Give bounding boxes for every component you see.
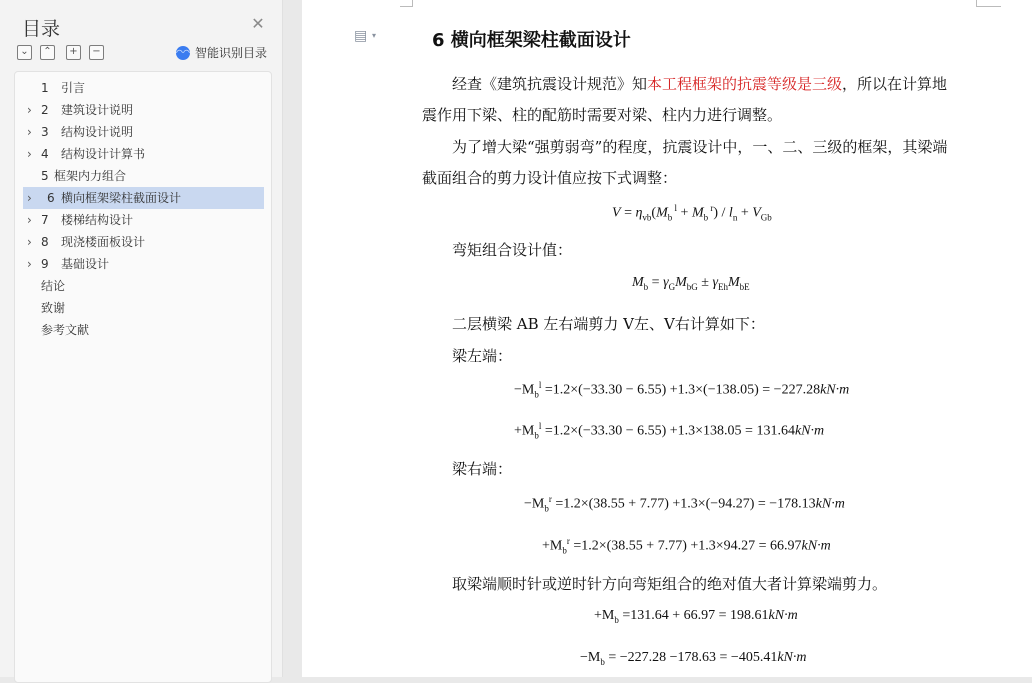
formula-sum-pos: $+M_b =131.64 + 66.97 = 198.61kN\cdot m$ [594, 608, 798, 625]
add-heading-icon[interactable]: + [66, 45, 81, 60]
close-icon[interactable]: ✕ [251, 14, 265, 33]
chevron-right-icon[interactable]: › [27, 257, 32, 271]
page-margin-mark [976, 0, 1001, 7]
chevron-right-icon[interactable]: › [27, 125, 32, 139]
section-heading: 6 横向框架梁柱截面设计 [432, 30, 631, 51]
smart-toc-label: 智能识别目录 [195, 46, 268, 60]
chevron-right-icon[interactable]: › [27, 103, 32, 117]
toc-item-7[interactable] [23, 209, 264, 231]
chevron-right-icon[interactable]: › [27, 213, 32, 227]
toc-item-number: 3 [41, 125, 49, 139]
toc-item-label: 参考文献 [41, 323, 90, 337]
toc-item-label: 建筑设计说明 [61, 103, 134, 117]
formula-value: =1.2×(38.55 + 7.77) +1.3×(−94.27) = −178.13 [551, 496, 816, 512]
toc-item-1[interactable] [23, 77, 264, 99]
paragraph-5: 梁左端： [452, 347, 513, 365]
text-run: ，所以在计算地 [842, 75, 948, 93]
toc-item-label: 框架内力组合 [54, 169, 127, 183]
toc-item-number: 2 [41, 103, 49, 117]
formula-moment-combination: $M_b = \gamma_GM_{bG} \pm \gamma_{Eh}M_{bE}$ [632, 275, 750, 292]
toc-item-3[interactable] [23, 121, 264, 143]
formula-shear-adjustment: $V = \eta_{vb}(M_b$ $^l + M_b$ $^r) / l_n + V_{Gb}$ [612, 203, 772, 223]
toc-item-label: 结构设计计算书 [61, 147, 146, 161]
formula-unit: kN·m [801, 538, 831, 554]
toc-item-label: 致谢 [41, 301, 66, 315]
formula-value: =1.2×(38.55 + 7.77) +1.3×94.27 = 66.97 [569, 538, 802, 554]
smart-recognize-icon: ◠◠ [176, 46, 190, 60]
toc-item-label: 结论 [41, 279, 66, 293]
paragraph-2: 为了增大梁“强剪弱弯”的程度，抗震设计中，一、二、三级的框架，其梁端 [452, 138, 948, 156]
paragraph-3: 弯矩组合设计值： [452, 241, 573, 259]
toc-item-number: 1 [41, 81, 49, 95]
toc-item-label: 引言 [61, 81, 86, 95]
collapse-all-icon[interactable]: ⌃ [40, 45, 55, 60]
toc-title: 目录 [22, 18, 61, 40]
toc-item-number: 4 [41, 147, 49, 161]
toc-item-2[interactable] [23, 99, 264, 121]
toc-item-9[interactable] [23, 253, 264, 275]
document-icon[interactable]: ▤ [354, 28, 368, 44]
page-margin-mark [400, 0, 413, 7]
text-run: 经查《建筑抗震设计规范》知 [452, 75, 648, 93]
toc-item-number: 8 [41, 235, 49, 249]
paragraph-6: 梁右端： [452, 460, 513, 478]
toc-item-number: 7 [41, 213, 49, 227]
formula-unit: kN·m [777, 650, 807, 665]
toc-item-conclusion[interactable] [23, 275, 264, 297]
toc-item-8[interactable] [23, 231, 264, 253]
paragraph-2-line-2: 截面组合的剪力设计值应按下式调整： [422, 169, 678, 187]
chevron-right-icon[interactable]: › [27, 147, 32, 161]
formula-value: =131.64 + 66.97 = 198.61 [618, 608, 769, 623]
highlighted-text: 本工程框架的抗震等级是三级 [647, 75, 843, 93]
paragraph-7: 取梁端顺时针或逆时针方向弯矩组合的绝对值大者计算梁端剪力。 [452, 575, 888, 593]
toc-item-label: 楼梯结构设计 [61, 213, 134, 227]
toc-item-number: 6 [47, 191, 55, 205]
toc-item-number: 9 [41, 257, 49, 271]
toc-item-5[interactable] [23, 165, 264, 187]
formula-value: = −227.28 −178.63 = −405.41 [604, 650, 778, 665]
toc-item-label: 结构设计说明 [61, 125, 134, 139]
expand-all-icon[interactable]: ⌄ [17, 45, 32, 60]
toc-item-label: 基础设计 [61, 257, 110, 271]
formula-left-neg: $-M_b^l =1.2\times(-33.30 - 6.55) +1.3\times(-138.05) = -227.28kN\cdot m$ [514, 380, 850, 400]
formula-sum-neg: $-M_b = -227.28 -178.63 = -405.41kN\cdot m$ [580, 650, 807, 667]
formula-right-pos: $+M_b^r =1.2\times(38.55 + 7.77) +1.3\times 94.27 = 66.97kN\cdot m$ [542, 536, 831, 556]
paragraph-1 [452, 73, 947, 94]
smart-toc-button[interactable] [176, 44, 267, 61]
toc-item-label: 现浇楼面板设计 [61, 235, 146, 249]
formula-unit: kN·m [794, 423, 825, 439]
document-page[interactable] [302, 0, 1032, 677]
toc-item-references[interactable] [23, 319, 264, 341]
chevron-down-icon[interactable]: ▾ [372, 31, 377, 40]
paragraph-1-line-2: 震作用下梁、柱的配筋时需要对梁、柱内力进行调整。 [422, 106, 783, 124]
formula-unit: kN·m [768, 608, 798, 623]
chevron-right-icon[interactable]: › [27, 191, 32, 205]
toc-item-label: 横向框架梁柱截面设计 [61, 191, 182, 205]
toc-list [14, 71, 272, 683]
remove-heading-icon[interactable]: − [89, 45, 104, 60]
toc-panel [0, 0, 283, 677]
formula-unit: kN·m [815, 496, 845, 512]
chevron-right-icon[interactable]: › [27, 235, 32, 249]
formula-value: =1.2×(−33.30 − 6.55) +1.3×(−138.05) = −227.28 [541, 382, 821, 398]
toc-item-6[interactable] [23, 187, 264, 209]
formula-unit: kN·m [820, 382, 850, 398]
formula-left-pos: $+M_b^l =1.2\times(-33.30 - 6.55) +1.3\times 138.05 = 131.64kN\cdot m$ [514, 421, 825, 441]
toc-item-4[interactable] [23, 143, 264, 165]
paragraph-4: 二层横梁 AB 左右端剪力 V左、V右计算如下： [452, 315, 765, 333]
formula-right-neg: $-M_b^r =1.2\times(38.55 + 7.77) +1.3\times(-94.27) = -178.13kN\cdot m$ [524, 494, 845, 514]
formula-value: =1.2×(−33.30 − 6.55) +1.3×138.05 = 131.64 [541, 423, 795, 439]
toc-item-acknowledgement[interactable] [23, 297, 264, 319]
toc-item-number: 5 [41, 169, 49, 183]
